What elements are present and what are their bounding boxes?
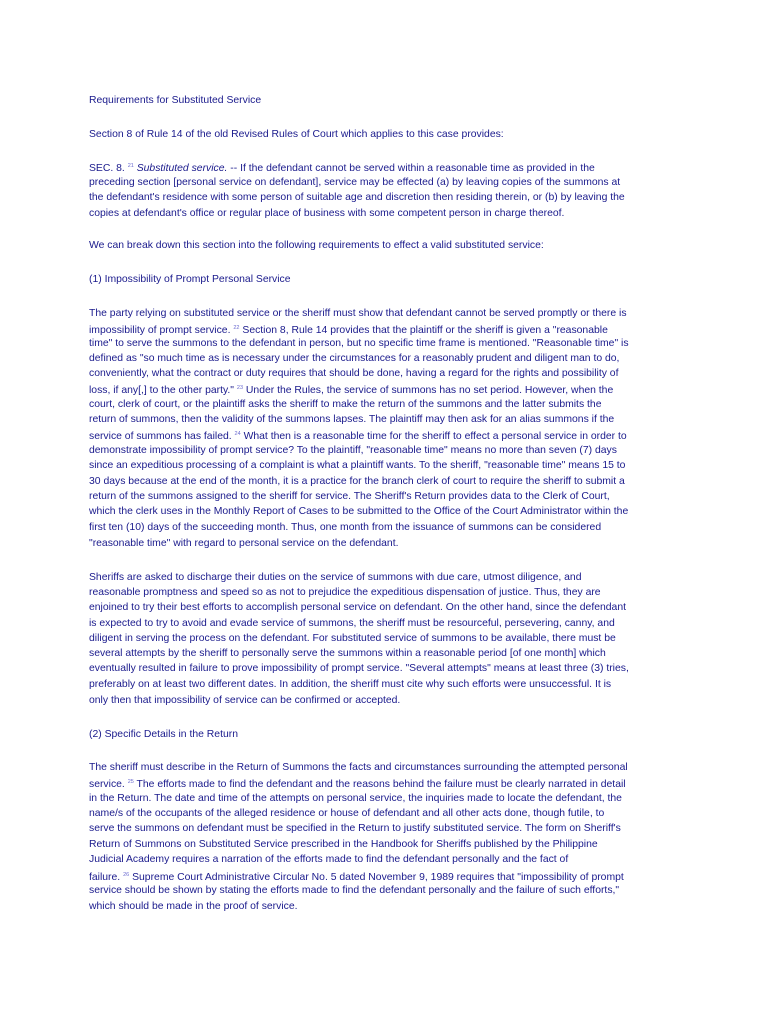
p1-line-6-b: Under the Rules, the service of summons has no set period. However, when the [245, 385, 614, 396]
p1-line-2-b: Section 8, Rule 14 provides that the plaintiff or the sheriff is given a "reasonable [242, 325, 608, 336]
sec8-line-2: preceding section [personal service on defendant], service may be effected (a) by leaving copies of the summons at [89, 177, 621, 188]
footnote-ref-23: 23 [236, 385, 244, 391]
p3-line-4: name/s of the occupants of the alleged residence or house of defendant and all other acts done, though futile, to [89, 808, 605, 819]
intro-paragraph: Section 8 of Rule 14 of the old Revised Rules of Court which applies to this case provides: [89, 129, 504, 140]
p1-line-1: The party relying on substituted service or the sheriff must show that defendant cannot be served promptly or there is [89, 308, 627, 319]
p3-line-1: The sheriff must describe in the Return of Summons the facts and circumstances surrounding the attempted personal [89, 762, 628, 773]
p1-line-10: demonstrate impossibility of prompt service? To the plaintiff, "reasonable time" means no more than seven (7) days [89, 445, 617, 456]
heading-1: (1) Impossibility of Prompt Personal Service [89, 274, 291, 285]
p1-line-6-a: loss, if any[,] to the other party." [89, 385, 234, 396]
p1-line-2-a: impossibility of prompt service. [89, 325, 231, 336]
heading-2: (2) Specific Details in the Return [89, 729, 238, 740]
p1-line-9 [89, 428, 627, 443]
p1-line-12: 30 days because at the end of the month, it is a practice for the branch clerk of court to require the sheriff to submit a [89, 476, 625, 487]
p3-line-8-b: Supreme Court Administrative Circular No. 5 dated November 9, 1989 requires that "impossibility of prompt [132, 872, 624, 883]
p1-line-8: return of summons, then the validity of the summons lapses. The plaintiff may then ask for an alias summons if the [89, 414, 615, 425]
p1-line-7: court, clerk of court, or the plaintiff asks the sheriff to make the return of the summons and the latter submits the [89, 399, 602, 410]
p1-line-3: time" to serve the summons to the defendant in person, but no specific time frame is mentioned. "Reasonable time" is [89, 338, 629, 349]
p2-line-4: is expected to try to avoid and evade service of summons, the sheriff must be resourceful, persevering, canny, and [89, 618, 615, 629]
p1-line-13: return of the summons assigned to the sheriff for service. The Sheriff's Return provides data to the Clerk of Court, [89, 491, 610, 502]
p3-line-7: Judicial Academy requires a narration of the efforts made to find the defendant personally and the fact of [89, 854, 569, 865]
p2-line-7: eventually resulted in failure to prove impossibility of prompt service. "Several attempts" means at least three (3) tries, [89, 663, 629, 674]
p1-line-6 [89, 382, 613, 397]
sec8-line-4: copies at defendant's office or regular place of business with some competent person in charge thereof. [89, 208, 565, 219]
p3-line-2-a: service. [89, 779, 125, 790]
p3-line-3: in the Return. The date and time of the attempts on personal service, the inquiries made to locate the defendant, the [89, 793, 622, 804]
p3-line-8-a: failure. [89, 872, 121, 883]
p2-line-6: several attempts by the sheriff to personally serve the summons within a reasonable period [of one month] which [89, 648, 606, 659]
sec8-line-1 [89, 160, 595, 175]
p3-line-2-b: The efforts made to find the defendant and the reasons behind the failure must be clearly narrated in detail [136, 779, 626, 790]
p2-line-3: enjoined to try their best efforts to accomplish personal service on defendant. On the other hand, since the defendant [89, 602, 626, 613]
p2-line-8: preferably on at least two different dates. In addition, the sheriff must cite why such efforts were unsuccessful. It is [89, 679, 612, 690]
p1-line-2 [89, 322, 608, 337]
sec8-heading: SEC. 8. [89, 163, 125, 174]
breakdown-paragraph: We can break down this section into the following requirements to effect a valid substituted service: [89, 240, 544, 251]
p1-line-14: which the clerk uses in the Monthly Report of Cases to be submitted to the Office of the Court Administrator within the [89, 506, 629, 517]
footnote-ref-24: 24 [234, 431, 241, 437]
sec8-line-1-text: -- If the defendant cannot be served within a reasonable time as provided in the [230, 163, 595, 174]
p2-line-5: diligent in serving the process on the defendant. For substituted service of summons to be available, there must be [89, 633, 616, 644]
p3-line-5: serve the summons on defendant must be specified in the Return to justify substituted service. The form on Sheriff's [89, 823, 621, 834]
p1-line-16: "reasonable time" with regard to personal service on the defendant. [89, 538, 399, 549]
sec8-italic-title: Substituted service. [136, 163, 228, 174]
section-title: Requirements for Substituted Service [89, 95, 262, 106]
p1-line-11: since an expeditious processing of a complaint is what a plaintiff wants. To the sheriff, "reasonable time" means 15 to [89, 460, 626, 471]
p3-line-9: service should be shown by stating the efforts made to find the defendant personally and the failure of such efforts," [89, 885, 620, 896]
sec8-line-3: the defendant's residence with some person of suitable age and discretion then residing therein, or (b) by leaving the [89, 192, 625, 203]
p3-line-2 [89, 776, 626, 791]
p1-line-4: defined as "so much time as is necessary under the circumstances for a reasonably prudent and diligent man to do, [89, 353, 620, 364]
p1-line-9-b: What then is a reasonable time for the sheriff to effect a personal service in order to [243, 431, 627, 442]
p1-line-5: conveniently, what the contract or duty requires that should be done, having a regard for the rights and possibility of [89, 368, 619, 379]
footnote-ref-26: 26 [123, 872, 130, 878]
p2-line-2: reasonable promptness and speed so as not to prejudice the expeditious dispensation of justice. Thus, they are [89, 587, 601, 598]
p3-line-10: which should be made in the proof of service. [89, 901, 298, 912]
p1-line-9-a: service of summons has failed. [89, 431, 232, 442]
p3-line-6: Return of Summons on Substituted Service prescribed in the Handbook for Sheriffs published by the Philippine [89, 839, 598, 850]
footnote-ref-25: 25 [127, 779, 134, 785]
p3-line-8 [89, 869, 624, 884]
p2-line-1: Sheriffs are asked to discharge their duties on the service of summons with due care, utmost diligence, and [89, 572, 582, 583]
footnote-ref-22: 22 [233, 325, 240, 331]
p2-line-9: only then that impossibility of service can be confirmed or accepted. [89, 695, 401, 706]
p1-line-15: first ten (10) days of the succeeding month. Thus, one month from the issuance of summons can be considered [89, 522, 602, 533]
footnote-ref-21: 21 [127, 163, 134, 169]
